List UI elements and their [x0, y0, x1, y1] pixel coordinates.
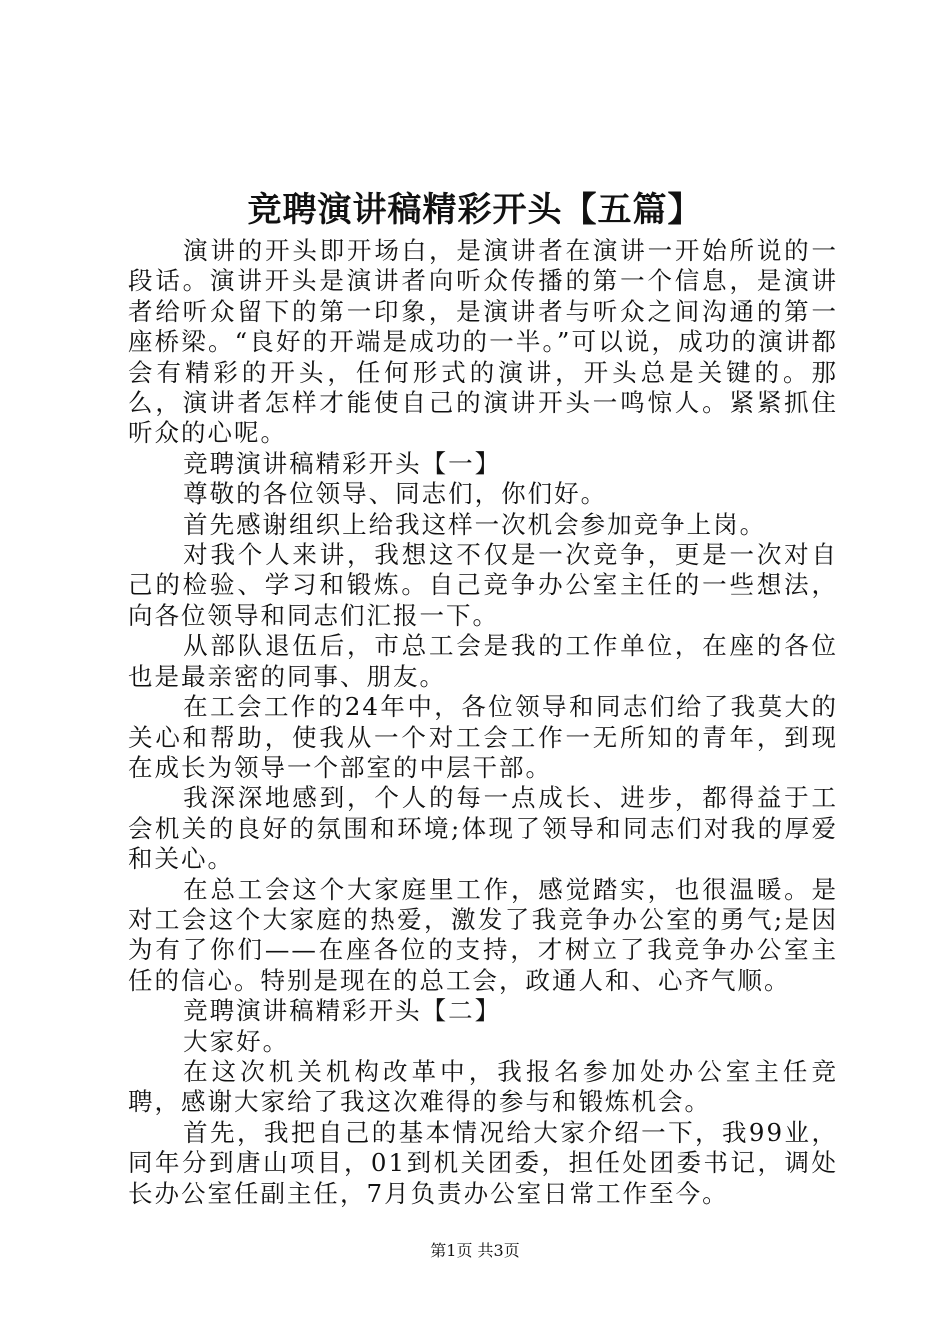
paragraph: 在工会工作的24年中，各位领导和同志们给了我莫大的关心和帮助，使我从一个对工会工作一无所知的青年，到现在成长为领导一个部室的中层干部。 — [128, 692, 838, 782]
paragraph: 尊敬的各位领导、同志们，你们好。 — [183, 479, 608, 509]
paragraph: 大家好。 — [183, 1026, 290, 1056]
paragraph: 在这次机关机构改革中，我报名参加处办公室主任竞聘，感谢大家给了我这次难得的参与和锻炼机会。 — [128, 1056, 838, 1117]
section-heading-1: 竞聘演讲稿精彩开头【一】 — [183, 448, 502, 478]
paragraph: 我深深地感到，个人的每一点成长、进步，都得益于工会机关的良好的氛围和环境;体现了领导和同志们对我的厚爱和关心。 — [128, 783, 838, 874]
paragraph: 首先感谢组织上给我这样一次机会参加竞争上岗。 — [183, 509, 767, 539]
page-number-footer: 第1页 共3页 — [430, 1241, 520, 1260]
paragraph: 首先，我把自己的基本情况给大家介绍一下，我99业，同年分到唐山项目，01到机关团委，担任处团委书记，调处长办公室任副主任，7月负责办公室日常工作至今。 — [128, 1117, 838, 1208]
paragraph-intro: 演讲的开头即开场白，是演讲者在演讲一开始所说的一段话。演讲开头是演讲者向听众传播的第一个信息，是演讲者给听众留下的第一印象，是演讲者与听众之间沟通的第一座桥梁。“良好的开端是成功的一半。”可以说，成功的演讲都会有精彩的开头，任何形式的演讲，开头总是关键的。那么，演讲者怎样才能使自己的演讲开头一鸣惊人。紧紧抓住听众的心呢。 — [128, 236, 838, 448]
section-heading-2: 竞聘演讲稿精彩开头【二】 — [183, 996, 502, 1026]
paragraph: 从部队退伍后，市总工会是我的工作单位，在座的各位也是最亲密的同事、朋友。 — [128, 631, 838, 691]
paragraph: 对我个人来讲，我想这不仅是一次竞争，更是一次对自己的检验、学习和锻炼。自己竞争办公室主任的一些想法，向各位领导和同志们汇报一下。 — [128, 540, 838, 630]
document-title: 竞聘演讲稿精彩开头【五篇】 — [247, 190, 703, 230]
document-body — [128, 236, 838, 1209]
paragraph: 在总工会这个大家庭里工作，感觉踏实，也很温暖。是对工会这个大家庭的热爱，激发了我竞争办公室的勇气;是因为有了你们——在座各位的支持，才树立了我竞争办公室主任的信心。特别是现在的总工会，政通人和、心齐气顺。 — [128, 874, 838, 995]
